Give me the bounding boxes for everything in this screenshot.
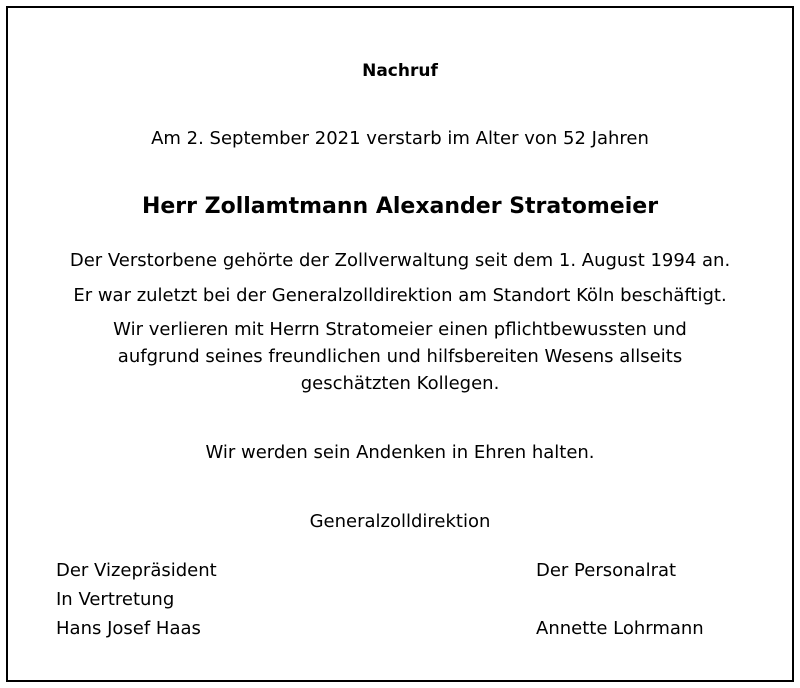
body-line-service: Der Verstorbene gehörte der Zollverwaltung seit dem 1. August 1994 an.: [69, 250, 731, 271]
signature-right-name: Annette Lohrmann: [536, 618, 704, 639]
deceased-name: Herr Zollamtmann Alexander Stratomeier: [141, 194, 659, 219]
signature-left-title: Der Vizepräsident: [56, 560, 217, 581]
notice-heading: Nachruf: [362, 61, 438, 81]
body-line-tribute-3: geschätzten Kollegen.: [300, 373, 500, 394]
closing-line: Wir werden sein Andenken in Ehren halten.: [205, 442, 595, 463]
signature-left-role: In Vertretung: [56, 589, 175, 610]
organization-name: Generalzolldirektion: [309, 511, 491, 532]
body-line-tribute-1: Wir verlieren mit Herrn Stratomeier einen pflichtbewussten und: [113, 319, 687, 340]
signature-right-title: Der Personalrat: [536, 560, 677, 581]
body-line-position: Er war zuletzt bei der Generalzolldirektion am Standort Köln beschäftigt.: [73, 285, 727, 306]
body-line-tribute-2: aufgrund seines freundlichen und hilfsbereiten Wesens allseits: [117, 346, 683, 367]
death-announcement: Am 2. September 2021 verstarb im Alter von 52 Jahren: [151, 128, 649, 149]
signature-left-name: Hans Josef Haas: [56, 618, 201, 639]
